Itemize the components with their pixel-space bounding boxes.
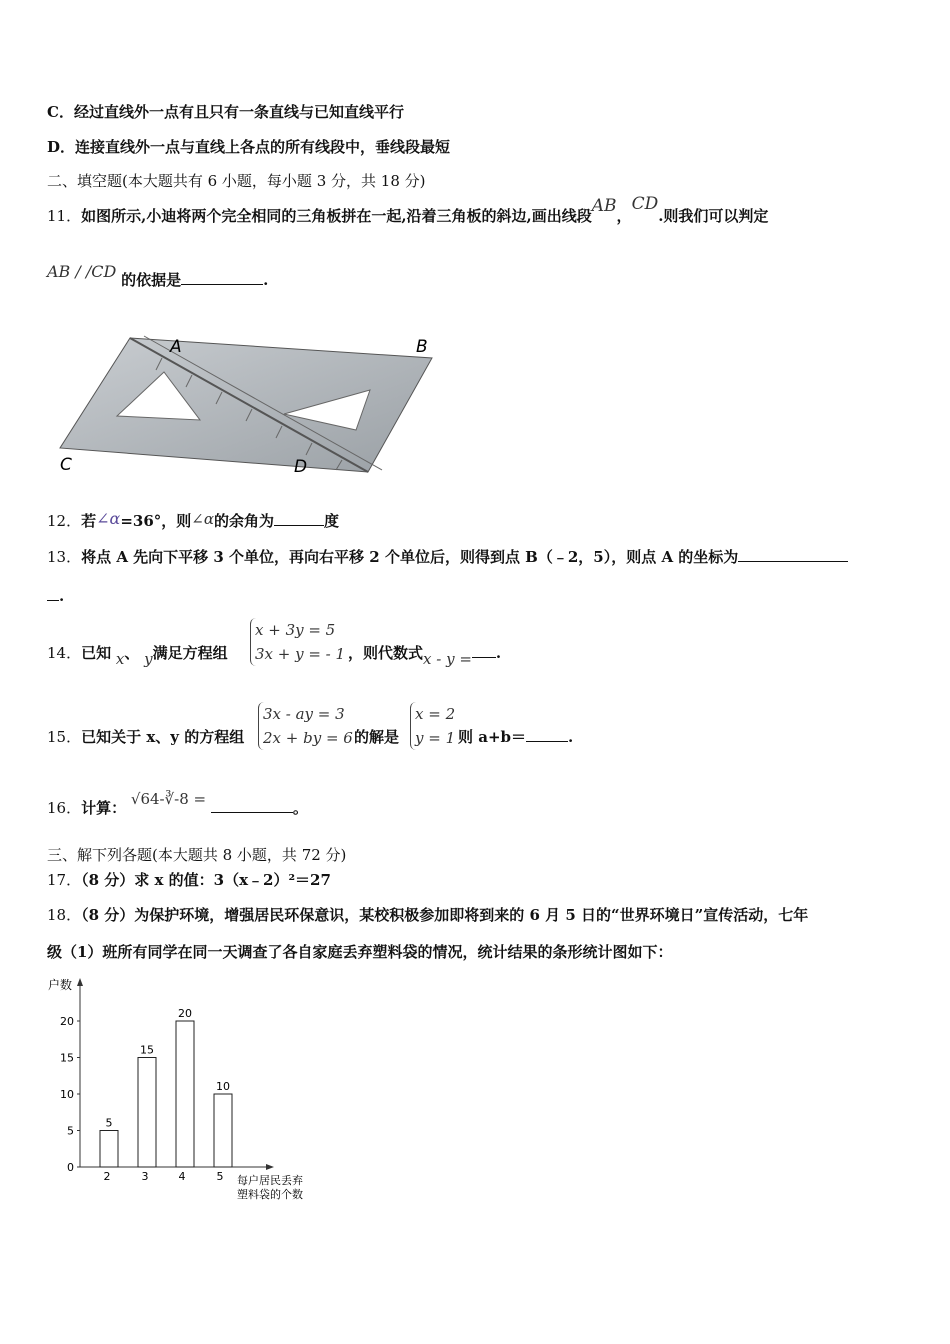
math-angle: ∠α	[191, 510, 214, 528]
bar-data-label: 10	[216, 1080, 230, 1093]
answer-blank[interactable]	[47, 586, 59, 601]
question-number: 17．	[47, 871, 82, 889]
answer-blank[interactable]	[211, 798, 293, 813]
question-text: （8 分）求 x 的值：3（x﹣2）²＝27	[81, 871, 331, 889]
question-13-cont	[47, 586, 64, 606]
y-tick-label: 0	[67, 1161, 74, 1174]
answer-blank[interactable]	[181, 270, 263, 285]
question-14	[47, 643, 228, 668]
answer-blank[interactable]	[274, 511, 324, 526]
bar-chart	[40, 972, 330, 1212]
section-3-heading: 三、解下列各题(本大题共 8 小题，共 72 分)	[47, 846, 347, 864]
question-text: 的依据是	[121, 271, 182, 289]
x-tick-label: 2	[103, 1170, 111, 1183]
y-axis-label: 户数	[48, 978, 73, 992]
period: 。	[292, 799, 308, 817]
question-12	[47, 511, 339, 531]
bar	[214, 1094, 232, 1167]
answer-blank[interactable]	[472, 643, 496, 658]
x-axis-label-line1: 每户居民丢弃	[237, 1174, 303, 1187]
ruler-outline	[60, 338, 432, 472]
y-axis-arrow	[77, 978, 83, 986]
equation: 2x + by = 6	[263, 729, 353, 747]
question-18-line2: 级（1）班所有同学在同一天调查了各自家庭丢弃塑料袋的情况，统计结果的条形统计图如下：	[47, 943, 673, 961]
x-tick-label: 3	[141, 1170, 149, 1183]
section-2-heading: 二、填空题(本大题共有 6 小题，每小题 3 分，共 18 分)	[47, 172, 426, 190]
question-text: 则 a+b＝	[458, 728, 526, 746]
question-number: 12．	[47, 512, 82, 530]
question-text: 如图所示,小迪将两个完全相同的三角板拼在一起,沿着三角板的斜边,画出线段	[81, 207, 592, 225]
bar-data-label: 5	[105, 1116, 113, 1130]
question-16	[47, 790, 308, 818]
equation: 3x - ay = 3	[263, 705, 345, 723]
solution-system	[410, 702, 455, 750]
x-axis-label-line2: 塑料袋的个数	[237, 1188, 303, 1201]
option-d: D．连接直线外一点与直线上各点的所有线段中，垂线段最短	[47, 138, 451, 156]
question-number: 18．	[47, 906, 82, 924]
x-tick-label: 5	[216, 1170, 224, 1183]
period: .	[263, 271, 269, 289]
bar	[176, 1021, 194, 1167]
question-text: 将点 A 先向下平移 3 个单位，再向右平移 2 个单位后，则得到点 B（﹣2，5），则点 A 的坐标为	[81, 548, 739, 566]
question-text: ，则代数式	[348, 644, 424, 662]
question-text: 的余角为	[213, 512, 274, 530]
question-text: .则我们可以判定	[658, 207, 769, 225]
question-text: 的解是	[354, 728, 400, 746]
question-number: 16．	[47, 799, 82, 817]
question-number: 13．	[47, 548, 82, 566]
period: .	[568, 728, 574, 746]
bar	[100, 1131, 118, 1168]
option-c: C．经过直线外一点有且只有一条直线与已知直线平行	[47, 103, 404, 121]
equation: x + 3y = 5	[255, 621, 336, 639]
question-text: 计算：	[81, 799, 127, 817]
question-15-mid	[354, 727, 399, 747]
question-13	[47, 547, 848, 567]
y-tick-label: 10	[60, 1088, 74, 1101]
question-number: 14．	[47, 644, 82, 662]
question-11-line1	[47, 194, 769, 226]
question-text: 、	[124, 644, 140, 662]
label-b: B	[416, 337, 428, 357]
y-tick-label: 5	[67, 1124, 74, 1138]
math-ab: AB	[591, 196, 617, 216]
math-x: x	[115, 650, 125, 668]
question-18-line1	[47, 905, 808, 925]
question-text: 已知	[81, 644, 112, 662]
answer-blank[interactable]	[738, 547, 848, 562]
label-c: C	[60, 455, 72, 475]
question-text: 若	[81, 512, 97, 530]
y-tick-label: 15	[60, 1051, 74, 1065]
math-angle: ∠α	[96, 509, 121, 528]
question-text: （8 分）为保护环境，增强居民环保意识，某校积极参加即将到来的 6 月 5 日的“世界环境日”宣传活动，七年	[81, 906, 809, 924]
question-text: 度	[324, 512, 340, 530]
equation: 3x + y = - 1	[255, 645, 346, 663]
equation-system	[258, 702, 353, 750]
equation: y = 1	[415, 729, 456, 747]
period: .	[495, 644, 502, 662]
math-cd: CD	[631, 194, 659, 214]
bar-data-label: 15	[140, 1043, 154, 1057]
x-tick-label: 4	[178, 1170, 186, 1183]
label-d: D	[294, 457, 308, 477]
question-text: =36°，则	[120, 512, 192, 530]
label-a: A	[170, 337, 182, 357]
triangle-rulers-figure	[52, 330, 442, 480]
bar-data-label: 20	[178, 1007, 192, 1020]
y-tick-label: 20	[60, 1015, 74, 1028]
question-15	[47, 727, 244, 747]
question-14-tail	[348, 643, 502, 668]
question-17	[47, 870, 331, 890]
question-text: 满足方程组	[152, 644, 228, 662]
math-expression: √64-∛-8 =	[130, 790, 207, 808]
comma: ，	[616, 207, 632, 225]
question-15-tail	[458, 727, 573, 747]
math-y: y	[144, 650, 153, 668]
question-text: 已知关于 x、y 的方程组	[81, 728, 245, 746]
math-parallel: AB / /CD	[47, 262, 117, 281]
question-11-line2	[47, 262, 269, 290]
period: .	[59, 587, 65, 605]
question-number: 11．	[47, 207, 82, 225]
question-number: 15．	[47, 728, 82, 746]
equation-system	[250, 618, 345, 666]
equation: x = 2	[415, 705, 456, 723]
math-expression: x - y =	[423, 650, 472, 668]
bar	[138, 1058, 156, 1168]
x-axis-arrow	[266, 1164, 274, 1170]
answer-blank[interactable]	[526, 727, 568, 742]
